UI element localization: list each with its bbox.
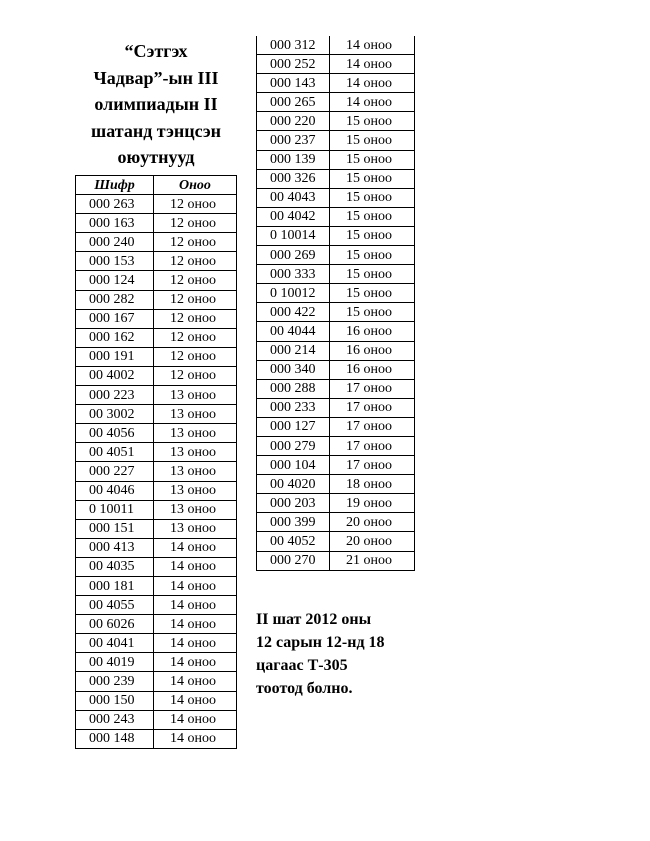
table-row	[257, 93, 415, 112]
table-row	[257, 398, 415, 417]
student-code-cell: 000 167	[76, 309, 154, 328]
score-cell: 15 оноо	[330, 265, 415, 284]
score-cell: 14 оноо	[154, 634, 237, 653]
student-code-cell: 000 413	[76, 538, 154, 557]
student-code-cell: 000 127	[257, 417, 330, 436]
student-code-cell: 000 150	[76, 691, 154, 710]
note-line: 12 сарын 12-нд 18	[256, 634, 385, 651]
table-row	[76, 462, 237, 481]
score-cell: 15 оноо	[330, 188, 415, 207]
score-cell: 13 оноо	[154, 443, 237, 462]
table-row	[257, 475, 415, 494]
student-code-cell: 000 340	[257, 360, 330, 379]
table-row	[257, 246, 415, 265]
student-code-cell: 000 333	[257, 265, 330, 284]
table-row	[257, 417, 415, 436]
document-title	[68, 38, 244, 171]
table-row	[76, 443, 237, 462]
student-code-cell: 000 399	[257, 513, 330, 532]
student-code-cell: 000 263	[76, 195, 154, 214]
student-code-cell: 000 220	[257, 112, 330, 131]
student-code-cell: 00 4055	[76, 596, 154, 615]
student-code-cell: 000 203	[257, 494, 330, 513]
score-cell: 15 оноо	[330, 303, 415, 322]
title-line: оюутнууд	[117, 147, 195, 167]
table-row	[257, 265, 415, 284]
student-code-cell: 00 4002	[76, 366, 154, 385]
score-cell: 12 оноо	[154, 290, 237, 309]
score-cell: 15 оноо	[330, 284, 415, 303]
student-code-cell: 000 181	[76, 576, 154, 595]
score-cell: 17 оноо	[330, 456, 415, 475]
score-column-header: Оноо	[154, 176, 237, 195]
table-row	[76, 615, 237, 634]
table-row	[257, 341, 415, 360]
title-line: шатанд тэнцсэн	[91, 120, 221, 141]
table-row	[257, 284, 415, 303]
student-code-cell: 00 4019	[76, 653, 154, 672]
score-cell: 12 оноо	[154, 347, 237, 366]
student-code-cell: 00 3002	[76, 405, 154, 424]
table-row	[76, 691, 237, 710]
table-row	[257, 131, 415, 150]
student-code-cell: 00 4044	[257, 322, 330, 341]
score-cell: 12 оноо	[154, 328, 237, 347]
student-code-cell: 000 124	[76, 271, 154, 290]
score-cell: 14 оноо	[154, 653, 237, 672]
student-code-cell: 00 4041	[76, 634, 154, 653]
schedule-note	[256, 608, 436, 700]
score-cell: 12 оноо	[154, 309, 237, 328]
score-cell: 15 оноо	[330, 112, 415, 131]
table-row	[257, 188, 415, 207]
student-code-cell: 000 104	[257, 456, 330, 475]
student-code-cell: 000 143	[257, 74, 330, 93]
results-table-left	[75, 175, 237, 749]
score-cell: 14 оноо	[154, 710, 237, 729]
student-code-cell: 00 4056	[76, 424, 154, 443]
score-cell: 16 оноо	[330, 322, 415, 341]
score-cell: 16 оноо	[330, 341, 415, 360]
score-cell: 20 оноо	[330, 532, 415, 551]
table-header-row	[76, 176, 237, 195]
student-code-cell: 000 239	[76, 672, 154, 691]
student-code-cell: 000 223	[76, 386, 154, 405]
table-row	[76, 290, 237, 309]
student-code-cell: 00 4020	[257, 475, 330, 494]
student-code-cell: 000 270	[257, 551, 330, 570]
table-row	[76, 233, 237, 252]
table-row	[257, 226, 415, 245]
score-cell: 14 оноо	[154, 672, 237, 691]
score-cell: 14 оноо	[154, 729, 237, 748]
score-cell: 17 оноо	[330, 417, 415, 436]
score-cell: 20 оноо	[330, 513, 415, 532]
table-row	[76, 252, 237, 271]
score-cell: 14 оноо	[154, 576, 237, 595]
score-cell: 12 оноо	[154, 271, 237, 290]
score-cell: 13 оноо	[154, 519, 237, 538]
score-cell: 13 оноо	[154, 405, 237, 424]
score-cell: 15 оноо	[330, 131, 415, 150]
student-code-cell: 00 4052	[257, 532, 330, 551]
table-row	[76, 328, 237, 347]
table-row	[76, 500, 237, 519]
score-cell: 21 оноо	[330, 551, 415, 570]
table-row	[257, 169, 415, 188]
score-cell: 14 оноо	[330, 55, 415, 74]
student-code-cell: 00 6026	[76, 615, 154, 634]
table-row	[76, 481, 237, 500]
student-code-cell: 000 243	[76, 710, 154, 729]
student-code-cell: 000 214	[257, 341, 330, 360]
table-row	[257, 74, 415, 93]
student-code-cell: 000 288	[257, 379, 330, 398]
score-cell: 14 оноо	[154, 596, 237, 615]
student-code-cell: 0 10014	[257, 226, 330, 245]
note-line: II шат 2012 оны	[256, 611, 372, 628]
table-row	[257, 36, 415, 55]
table-row	[76, 519, 237, 538]
score-cell: 13 оноо	[154, 462, 237, 481]
table-row	[76, 653, 237, 672]
code-column-header: Шифр	[76, 176, 154, 195]
table-row	[257, 360, 415, 379]
score-cell: 17 оноо	[330, 398, 415, 417]
table-row	[257, 436, 415, 455]
score-cell: 12 оноо	[154, 366, 237, 385]
score-cell: 12 оноо	[154, 252, 237, 271]
score-cell: 17 оноо	[330, 379, 415, 398]
score-cell: 14 оноо	[330, 93, 415, 112]
student-code-cell: 000 227	[76, 462, 154, 481]
student-code-cell: 000 163	[76, 214, 154, 233]
score-cell: 12 оноо	[154, 233, 237, 252]
table-row	[76, 386, 237, 405]
score-cell: 16 оноо	[330, 360, 415, 379]
score-cell: 12 оноо	[154, 195, 237, 214]
student-code-cell: 00 4051	[76, 443, 154, 462]
table-row	[76, 347, 237, 366]
table-row	[76, 634, 237, 653]
table-row	[76, 710, 237, 729]
score-cell: 14 оноо	[154, 538, 237, 557]
student-code-cell: 000 422	[257, 303, 330, 322]
score-cell: 14 оноо	[154, 557, 237, 576]
table-row	[257, 456, 415, 475]
table-row	[76, 729, 237, 748]
student-code-cell: 000 326	[257, 169, 330, 188]
score-cell: 14 оноо	[154, 615, 237, 634]
score-cell: 13 оноо	[154, 386, 237, 405]
table-row	[76, 557, 237, 576]
table-row	[257, 207, 415, 226]
table-row	[76, 405, 237, 424]
table-row	[257, 513, 415, 532]
note-line: тоотод болно.	[256, 680, 353, 697]
score-cell: 13 оноо	[154, 500, 237, 519]
student-code-cell: 000 139	[257, 150, 330, 169]
student-code-cell: 000 252	[257, 55, 330, 74]
table-row	[76, 672, 237, 691]
student-code-cell: 000 151	[76, 519, 154, 538]
score-cell: 15 оноо	[330, 150, 415, 169]
table-row	[257, 55, 415, 74]
score-cell: 15 оноо	[330, 246, 415, 265]
table-row	[76, 214, 237, 233]
table-row	[257, 150, 415, 169]
student-code-cell: 000 265	[257, 93, 330, 112]
student-code-cell: 0 10011	[76, 500, 154, 519]
table-row	[76, 576, 237, 595]
score-cell: 12 оноо	[154, 214, 237, 233]
student-code-cell: 00 4042	[257, 207, 330, 226]
student-code-cell: 000 282	[76, 290, 154, 309]
student-code-cell: 000 279	[257, 436, 330, 455]
score-cell: 13 оноо	[154, 424, 237, 443]
score-cell: 13 оноо	[154, 481, 237, 500]
score-cell: 19 оноо	[330, 494, 415, 513]
table-row	[76, 195, 237, 214]
table-row	[76, 271, 237, 290]
table-row	[257, 379, 415, 398]
title-line: “Сэтгэх	[124, 41, 188, 61]
table-row	[257, 494, 415, 513]
title-line: Чадвар”-ын III	[93, 67, 219, 88]
student-code-cell: 000 148	[76, 729, 154, 748]
score-cell: 15 оноо	[330, 169, 415, 188]
score-cell: 15 оноо	[330, 226, 415, 245]
table-row	[76, 596, 237, 615]
table-row	[257, 322, 415, 341]
table-row	[76, 309, 237, 328]
score-cell: 18 оноо	[330, 475, 415, 494]
student-code-cell: 000 237	[257, 131, 330, 150]
table-row	[257, 551, 415, 570]
student-code-cell: 000 269	[257, 246, 330, 265]
score-cell: 14 оноо	[330, 74, 415, 93]
score-cell: 14 оноо	[154, 691, 237, 710]
table-row	[76, 538, 237, 557]
title-line: олимпиадын II	[94, 94, 218, 114]
table-row	[76, 366, 237, 385]
table-row	[257, 532, 415, 551]
student-code-cell: 000 240	[76, 233, 154, 252]
student-code-cell: 000 312	[257, 36, 330, 55]
score-cell: 15 оноо	[330, 207, 415, 226]
student-code-cell: 000 191	[76, 347, 154, 366]
student-code-cell: 00 4046	[76, 481, 154, 500]
note-line: цагаас Т-305	[256, 657, 348, 674]
student-code-cell: 00 4043	[257, 188, 330, 207]
student-code-cell: 00 4035	[76, 557, 154, 576]
table-row	[76, 424, 237, 443]
score-cell: 17 оноо	[330, 436, 415, 455]
results-table-right	[256, 36, 415, 571]
score-cell: 14 оноо	[330, 36, 415, 55]
table-row	[257, 303, 415, 322]
student-code-cell: 000 162	[76, 328, 154, 347]
table-row	[257, 112, 415, 131]
student-code-cell: 000 233	[257, 398, 330, 417]
student-code-cell: 000 153	[76, 252, 154, 271]
student-code-cell: 0 10012	[257, 284, 330, 303]
